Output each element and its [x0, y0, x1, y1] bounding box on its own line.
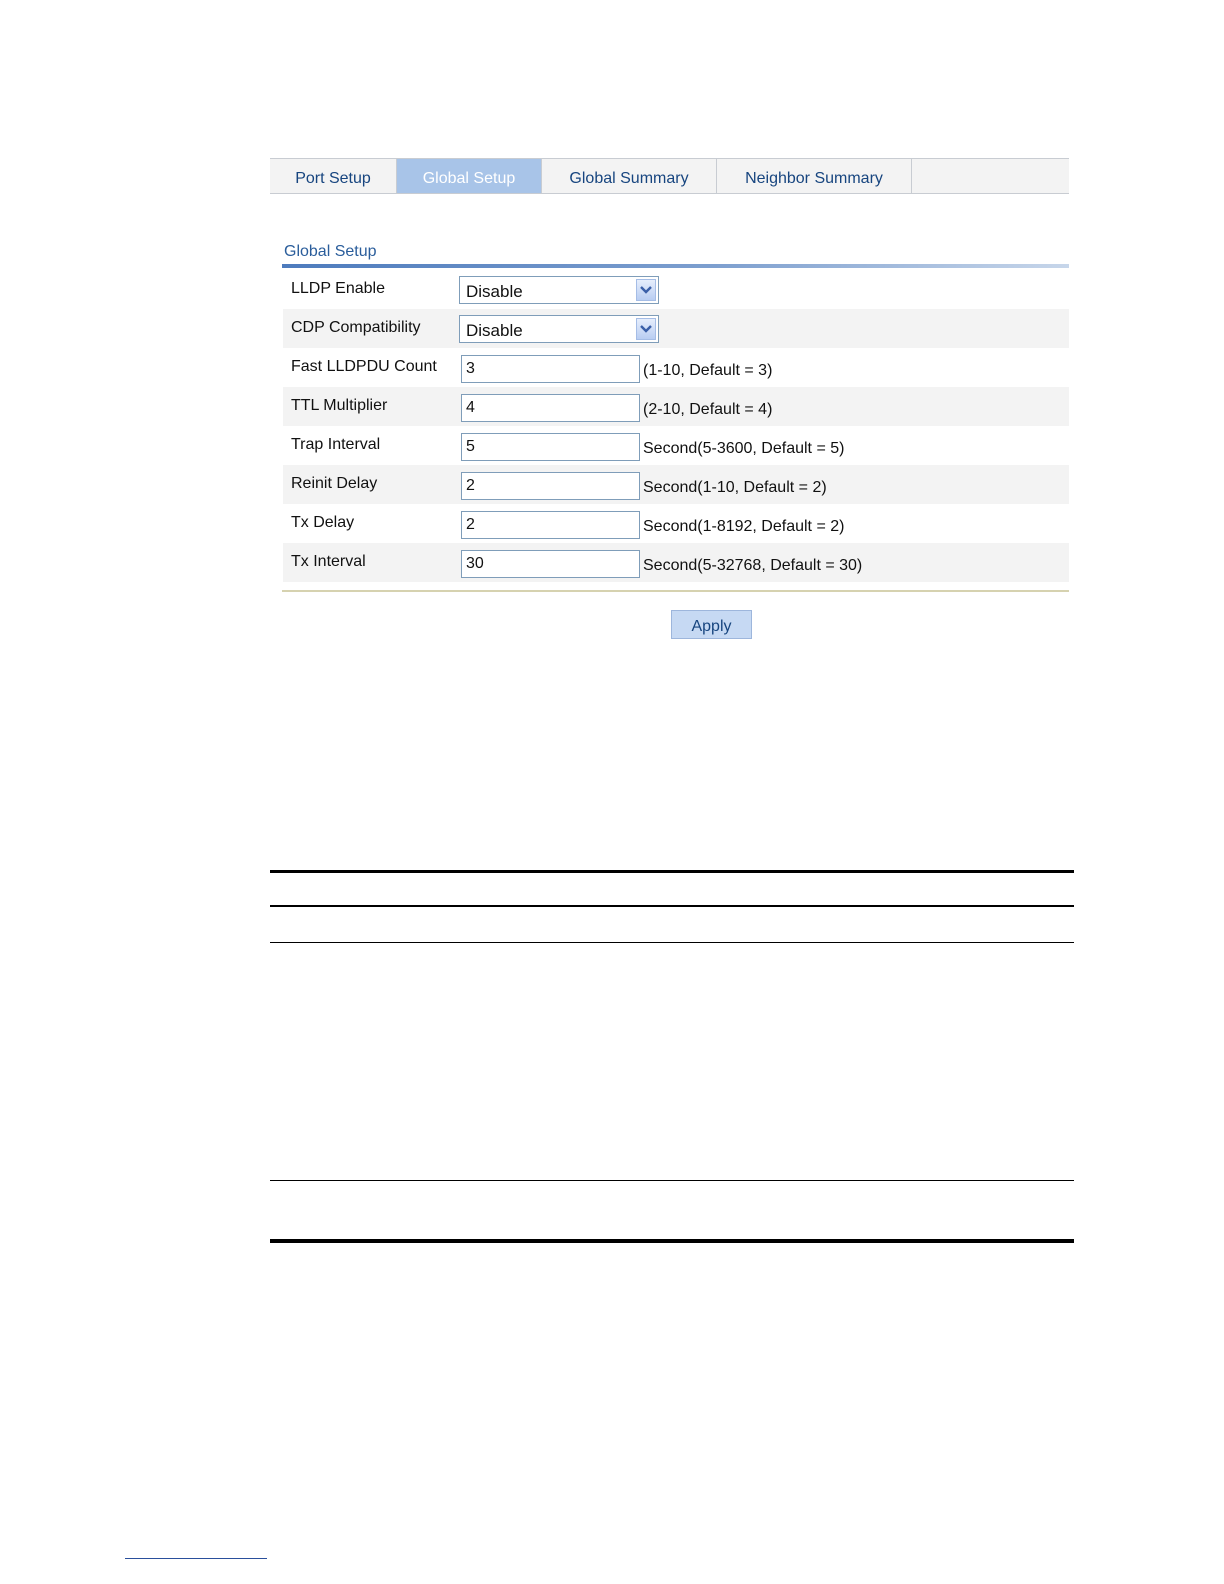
row-tx-interval: [283, 543, 1069, 582]
trap-interval-label: Trap Interval: [291, 436, 381, 453]
fast-lldpdu-count-input[interactable]: [461, 355, 640, 383]
form-bottom-divider: [282, 590, 1069, 592]
footnote-divider: [125, 1558, 267, 1559]
apply-button[interactable]: Apply: [671, 610, 752, 639]
tx-interval-label: Tx Interval: [291, 553, 366, 570]
reinit-delay-label: Reinit Delay: [291, 475, 378, 492]
lldp-enable-value: Disable: [466, 282, 523, 301]
lldp-enable-select[interactable]: [459, 276, 659, 304]
tx-delay-hint: Second(1-8192, Default = 2): [643, 518, 845, 535]
row-tx-delay: [283, 504, 1069, 543]
fast-lldpdu-count-label: Fast LLDPDU Count: [291, 358, 437, 375]
row-fast-lldpdu-count: [283, 348, 1069, 387]
row-trap-interval: [283, 426, 1069, 465]
table-top-rule: [270, 870, 1074, 873]
tx-delay-label: Tx Delay: [291, 514, 355, 531]
row-reinit-delay: [283, 465, 1069, 504]
trap-interval-hint: Second(5-3600, Default = 5): [643, 440, 845, 457]
tx-interval-hint: Second(5-32768, Default = 30): [643, 557, 863, 574]
chevron-down-icon[interactable]: [636, 279, 656, 301]
cdp-compatibility-value: Disable: [466, 321, 523, 340]
ttl-multiplier-input[interactable]: [461, 394, 640, 422]
reinit-delay-hint: Second(1-10, Default = 2): [643, 479, 827, 496]
row-lldp-enable: [283, 270, 1069, 309]
row-cdp-compatibility: [283, 309, 1069, 348]
cdp-compatibility-label: CDP Compatibility: [291, 319, 421, 336]
section-title: Global Setup: [284, 243, 377, 260]
fast-lldpdu-count-hint: (1-10, Default = 3): [643, 362, 773, 379]
tx-interval-input[interactable]: [461, 550, 640, 578]
table-header-rule: [270, 905, 1074, 907]
lldp-enable-label: LLDP Enable: [291, 280, 385, 297]
row-ttl-multiplier: [283, 387, 1069, 426]
ttl-multiplier-label: TTL Multiplier: [291, 397, 388, 414]
tx-delay-input[interactable]: [461, 511, 640, 539]
global-setup-form: [283, 270, 1069, 582]
ttl-multiplier-hint: (2-10, Default = 4): [643, 401, 773, 418]
chevron-down-icon[interactable]: [636, 318, 656, 340]
table-row-rule: [270, 1180, 1074, 1181]
tab-global-summary[interactable]: Global Summary: [542, 159, 717, 193]
table-bottom-rule: [270, 1239, 1074, 1243]
trap-interval-input[interactable]: [461, 433, 640, 461]
table-row-rule: [270, 942, 1074, 943]
tab-neighbor-summary[interactable]: Neighbor Summary: [717, 159, 912, 193]
reinit-delay-input[interactable]: [461, 472, 640, 500]
section-divider: [282, 264, 1069, 268]
cdp-compatibility-select[interactable]: [459, 315, 659, 343]
tab-port-setup[interactable]: Port Setup: [270, 159, 397, 193]
tab-bar: [270, 158, 1069, 194]
tab-global-setup[interactable]: Global Setup: [397, 159, 542, 193]
